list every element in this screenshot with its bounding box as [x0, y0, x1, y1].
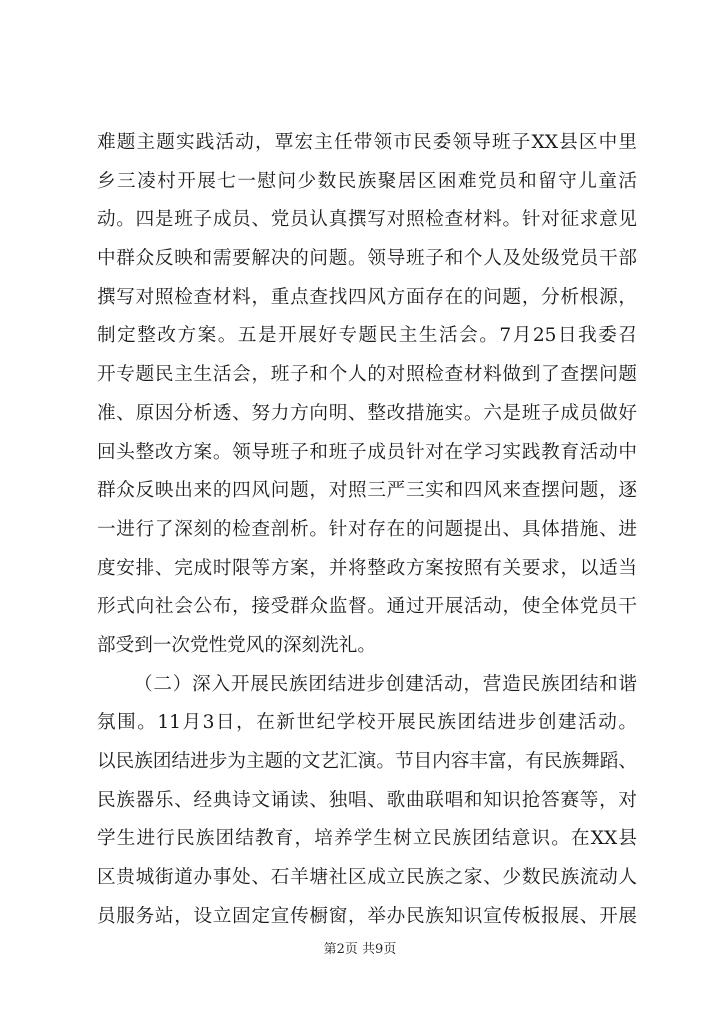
text-line: 员服务站，设立固定宣传橱窗，举办民族知识宣传板报展、开展 [97, 905, 637, 927]
text-line: 撰写对照检查材料，重点查找四风方面存在的问题，分析根源， [97, 286, 637, 308]
text-line: 准、原因分析透、努力方向明、整改措施实。六是班子成员做好 [97, 402, 637, 424]
text-line: 区贵城街道办事处、石羊塘社区成立民族之家、少数民族流动人 [97, 867, 637, 889]
text-line: 乡三凌村开展七一慰问少数民族聚居区困难党员和留守儿童活 [97, 170, 637, 192]
text-line: 中群众反映和需要解决的问题。领导班子和个人及处级党员干部 [97, 248, 637, 270]
text-line: 群众反映出来的四风问题，对照三严三实和四风来查摆问题，逐 [97, 480, 637, 502]
text-line: 度安排、完成时限等方案，并将整政方案按照有关要求，以适当 [97, 557, 637, 579]
text-line: 氛围。11月3日，在新世纪学校开展民族团结进步创建活动。 [97, 712, 637, 734]
text-line: 一进行了深刻的检查剖析。针对存在的问题提出、具体措施、进 [97, 518, 637, 540]
text-line: 形式向社会公布，接受群众监督。通过开展活动，使全体党员干 [97, 596, 637, 618]
section-heading-line: （二）深入开展民族团结进步创建活动，营造民族团结和谐 [134, 673, 637, 695]
text-line: 部受到一次党性党风的深刻洗礼。 [97, 634, 376, 656]
text-line: 学生进行民族团结教育，培养学生树立民族团结意识。在XX县 [97, 828, 637, 850]
text-line: 难题主题实践活动，覃宏主任带领市民委领导班子XX县区中里 [97, 132, 637, 153]
text-line: 开专题民主生活会，班子和个人的对照检查材料做到了查摆问题 [97, 364, 637, 386]
text-line: 以民族团结进步为主题的文艺汇演。节目内容丰富，有民族舞蹈、 [97, 751, 637, 772]
text-line: 动。四是班子成员、党员认真撰写对照检查材料。针对征求意见 [97, 209, 637, 231]
body-text [97, 124, 637, 936]
page-number-footer: 第2页 共9页 [323, 942, 397, 957]
text-line: 民族器乐、经典诗文诵读、独唱、歌曲联唱和知识抢答赛等，对 [97, 789, 637, 811]
text-line: 回头整改方案。领导班子和班子成员针对在学习实践教育活动中 [97, 441, 637, 463]
text-line: 制定整改方案。五是开展好专题民主生活会。7月25日我委召 [97, 325, 637, 347]
